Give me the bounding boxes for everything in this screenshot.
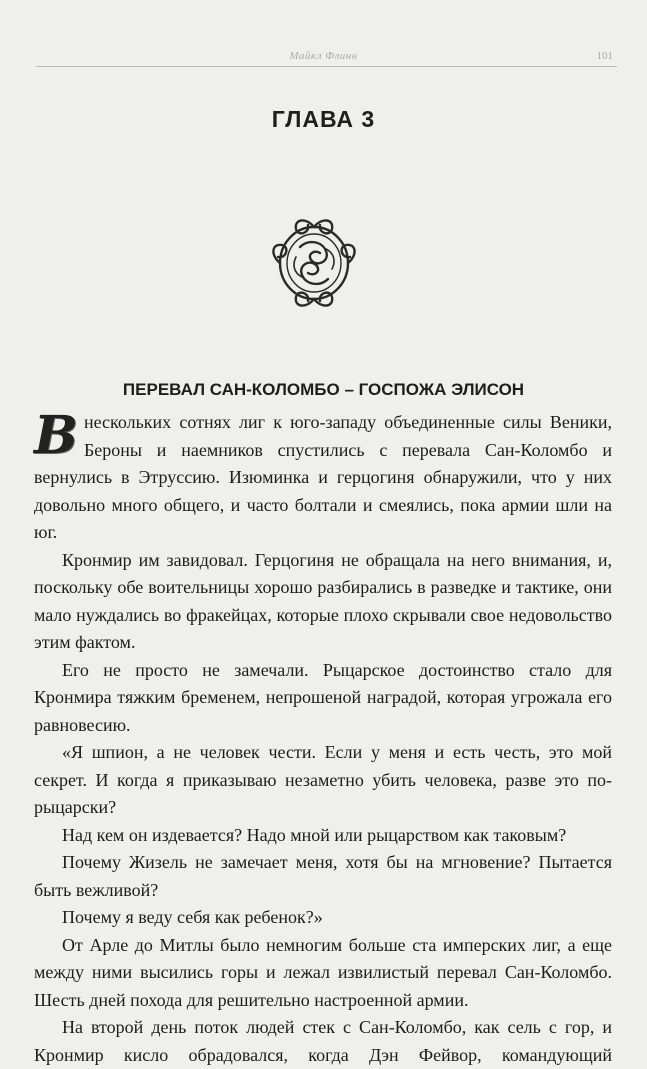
paragraph: Почему я веду себя как ребенок?» bbox=[62, 907, 323, 927]
paragraph: Почему Жизель не замечает меня, хотя бы на мгновение? Пытается быть вежливой? bbox=[34, 852, 612, 900]
running-head: Майкл Флинн bbox=[289, 50, 358, 62]
paragraph: От Арле до Митлы было немногим больше ста имперских лиг, а еще между ними высились горы и лежал извилистый перевал Сан-Коломбо. Шесть дней похода для решительно настроенной армии. bbox=[34, 934, 612, 1010]
header-divider bbox=[36, 66, 617, 67]
paragraph: Над кем он издевается? Надо мной или рыцарством как таковым? bbox=[62, 824, 567, 845]
paragraph: Его не просто не замечали. Рыцарское достоинство стало для Кронмира тяжким бременем, непрошеной наградой, которая угрожала его равновесию. bbox=[34, 659, 612, 735]
paragraph: Кронмир им завидовал. Герцогиня не обращала на него внимания, и, поскольку обе воительницы хорошо разбирались в разведке и тактике, они мало нуждались во фракейцах, которые плохо скрывали свое недовольство этим фактом. bbox=[34, 549, 612, 652]
drop-cap: В bbox=[34, 405, 78, 466]
paragraph: Внескольких сотнях лиг к юго-западу объединенные силы Веники, Бероны и наемников спустились с перевала Сан-Коломбо и вернулись в Этруссию. Изюминка и герцогиня обнаружили, что у них довольно много общего, и часто болтали и смеялись, пока армии шли на юг. bbox=[34, 405, 612, 542]
body-text bbox=[34, 405, 612, 1069]
paragraph: На второй день поток людей стек с Сан-Коломбо, как сель с гор, и Кронмир кисло обрадовался, когда Дэн Фейвор, командующий bbox=[34, 1017, 612, 1065]
chapter-ornament-icon bbox=[266, 213, 362, 309]
page-number: 101 bbox=[596, 50, 613, 62]
chapter-title: ГЛАВА 3 bbox=[271, 106, 376, 132]
section-title: ПЕРЕВАЛ САН-КОЛОМБО – ГОСПОЖА ЭЛИСОН bbox=[122, 380, 525, 399]
paragraph: «Я шпион, а не человек чести. Если у меня и есть честь, это мой секрет. И когда я приказываю незаметно убить человека, разве это по-рыцарски? bbox=[34, 742, 612, 817]
